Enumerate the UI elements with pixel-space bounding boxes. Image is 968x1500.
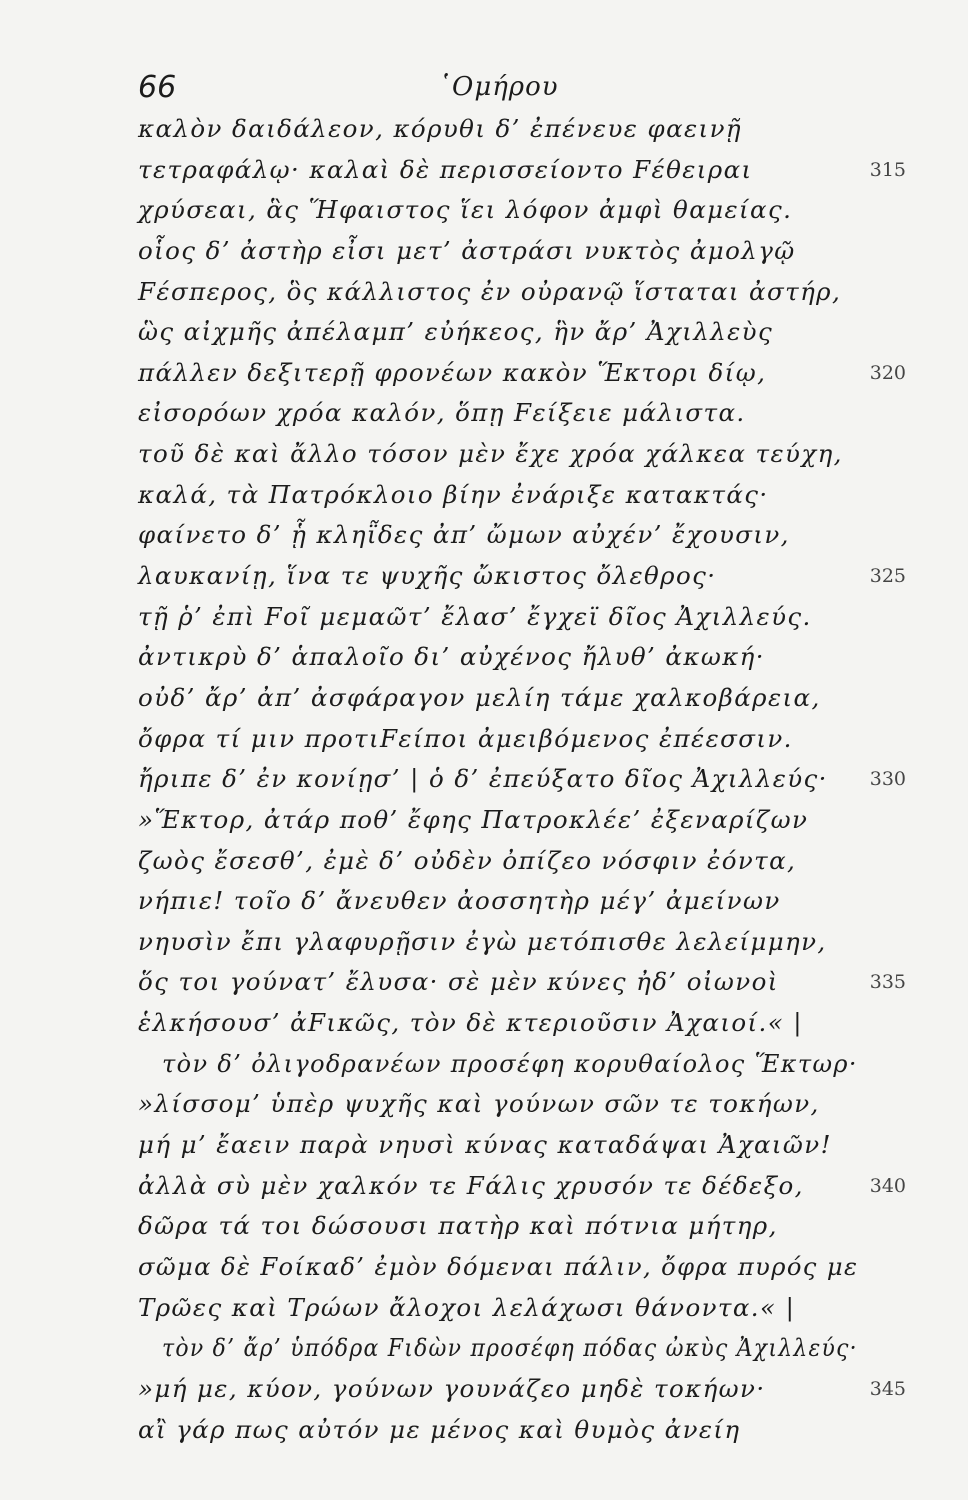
verse-text: ἀλλὰ σὺ μὲν χαλκόν τε Fάλις χρυσόν τε δέδεξο, <box>138 1170 804 1200</box>
verse-text: τετραφάλῳ· καλαὶ δὲ περισσείοντο Fέθειραι <box>138 154 753 184</box>
verse-text: ἑλκήσουσ’ ἀFικῶς, τὸν δὲ κτεριοῦσιν Ἀχαιοί.« | <box>138 1008 803 1038</box>
verse-text: εἰσορόων χρόα καλόν, ὅπῃ Fείξειε μάλιστα. <box>138 398 746 428</box>
verse-text: αἲ γάρ πως αὐτόν με μένος καὶ θυμὸς ἀνείη <box>138 1414 741 1444</box>
verse-line <box>0 965 968 1006</box>
verse-line <box>0 193 968 234</box>
verse-block <box>0 112 968 1453</box>
verse-text: »μή με, κύον, γούνων γουνάζεο μηδὲ τοκήων· <box>138 1373 766 1403</box>
verse-line <box>0 112 968 153</box>
verse-text: οἷος δ’ ἀστὴρ εἶσι μετ’ ἀστράσι νυκτὸς ἀμολγῷ <box>138 235 796 265</box>
verse-text: τῇ ῥ’ ἐπὶ Fοῖ μεμαῶτ’ ἔλασ’ ἔγχεϊ δῖος Ἀχιλλεύς. <box>138 601 812 631</box>
verse-line <box>0 1087 968 1128</box>
verse-line <box>0 518 968 559</box>
verse-text: τὸν δ’ ὀλιγοδρανέων προσέφη κορυθαίολος Ἕκτωρ· <box>162 1048 858 1078</box>
verse-line <box>0 1047 968 1088</box>
verse-text: χρύσεαι, ἃς Ἥφαιστος ἵει λόφον ἀμφὶ θαμείας. <box>138 195 793 225</box>
verse-text: »Ἕκτορ, ἀτάρ ποθ’ ἔφης Πατροκλέε’ ἐξεναρίζων <box>138 804 809 834</box>
verse-line <box>0 1372 968 1413</box>
verse-text: ὅς τοι γούνατ’ ἔλυσα· σὲ μὲν κύνες ἠδ’ οἰωνοὶ <box>138 967 779 997</box>
verse-line <box>0 1331 968 1372</box>
verse-text: σῶμα δὲ Fοίκαδ’ ἐμὸν δόμεναι πάλιν, ὄφρα πυρός με <box>138 1251 859 1281</box>
verse-line <box>0 884 968 925</box>
line-number: 325 <box>869 565 906 588</box>
line-number: 335 <box>869 971 906 994</box>
line-number: 315 <box>869 158 906 181</box>
verse-line <box>0 600 968 641</box>
verse-line <box>0 1250 968 1291</box>
verse-text: »λίσσομ’ ὑπὲρ ψυχῆς καὶ γούνων σῶν τε τοκήων, <box>138 1089 820 1119</box>
verse-line <box>0 559 968 600</box>
verse-text: Fέσπερος, ὃς κάλλιστος ἐν οὐρανῷ ἵσταται ἀστήρ, <box>138 276 842 306</box>
line-number: 345 <box>869 1377 906 1400</box>
verse-text: ζωὸς ἔσεσθ’, ἐμὲ δ’ οὐδὲν ὀπίζεο νόσφιν ἐόντα, <box>138 845 797 875</box>
verse-line <box>0 1169 968 1210</box>
line-number: 320 <box>869 361 906 384</box>
verse-line <box>0 640 968 681</box>
verse-text: τοῦ δὲ καὶ ἄλλο τόσον μὲν ἔχε χρόα χάλκεα τεύχη, <box>138 439 843 469</box>
verse-line <box>0 478 968 519</box>
verse-text: μή μ’ ἔαειν παρὰ νηυσὶ κύνας καταδάψαι Ἀχαιῶν! <box>138 1130 832 1160</box>
verse-text: καλά, τὰ Πατρόκλοιο βίην ἐνάριξε κατακτάς· <box>138 479 769 509</box>
verse-text: λαυκανίῃ, ἵνα τε ψυχῆς ὤκιστος ὄλεθρος· <box>138 561 717 591</box>
verse-line <box>0 275 968 316</box>
verse-text: Τρῶες καὶ Τρώων ἄλοχοι λελάχωσι θάνοντα.« | <box>138 1292 796 1322</box>
page-number: 66 <box>138 70 177 105</box>
verse-line <box>0 762 968 803</box>
verse-text: οὐδ’ ἄρ’ ἀπ’ ἀσφάραγον μελίη τάμε χαλκοβάρεια, <box>138 682 821 712</box>
verse-text: καλὸν δαιδάλεον, κόρυθι δ’ ἐπένευε φαεινῇ <box>138 114 742 143</box>
verse-line <box>0 396 968 437</box>
verse-line <box>0 315 968 356</box>
verse-line <box>0 1209 968 1250</box>
verse-line <box>0 356 968 397</box>
verse-text: νήπιε! τοῖο δ’ ἄνευθεν ἀοσσητὴρ μέγ’ ἀμείνων <box>138 886 781 916</box>
verse-line <box>0 1413 968 1454</box>
verse-text: πάλλεν δεξιτερῇ φρονέων κακὸν Ἕκτορι δίῳ, <box>138 357 767 387</box>
running-title: ῾Ομήρου <box>438 72 559 102</box>
line-number: 340 <box>869 1174 906 1197</box>
verse-line <box>0 1006 968 1047</box>
line-number: 330 <box>869 768 906 791</box>
verse-line <box>0 153 968 194</box>
verse-text: ἤριπε δ’ ἐν κονίῃσ’ | ὁ δ’ ἐπεύξατο δῖος Ἀχιλλεύς· <box>138 764 828 794</box>
verse-line <box>0 844 968 885</box>
verse-line <box>0 1128 968 1169</box>
verse-text: τὸν δ’ ἄρ’ ὑπόδρα Fιδὼν προσέφη πόδας ὠκὺς Ἀχιλλεύς· <box>162 1333 858 1363</box>
verse-line <box>0 925 968 966</box>
verse-text: ὄφρα τί μιν προτιFείποι ἀμειβόμενος ἐπέεσσιν. <box>138 723 793 753</box>
verse-line <box>0 1291 968 1332</box>
verse-line <box>0 437 968 478</box>
verse-text: δῶρα τά τοι δώσουσι πατὴρ καὶ πότνια μήτηρ, <box>138 1211 778 1241</box>
verse-text: ἀντικρὺ δ’ ἁπαλοῖο δι’ αὐχένος ἤλυθ’ ἀκωκή· <box>138 642 765 672</box>
verse-text: ὣς αἰχμῆς ἀπέλαμπ’ εὐήκεος, ἣν ἄρ’ Ἀχιλλεὺς <box>138 317 774 347</box>
running-head <box>0 62 968 112</box>
verse-line <box>0 803 968 844</box>
verse-line <box>0 681 968 722</box>
verse-text: φαίνετο δ’ ᾗ κληῗδες ἀπ’ ὤμων αὐχέν’ ἔχουσιν, <box>138 520 790 550</box>
verse-text: νηυσὶν ἔπι γλαφυρῇσιν ἐγὼ μετόπισθε λελείμμην, <box>138 926 827 956</box>
verse-line <box>0 234 968 275</box>
verse-line <box>0 722 968 763</box>
